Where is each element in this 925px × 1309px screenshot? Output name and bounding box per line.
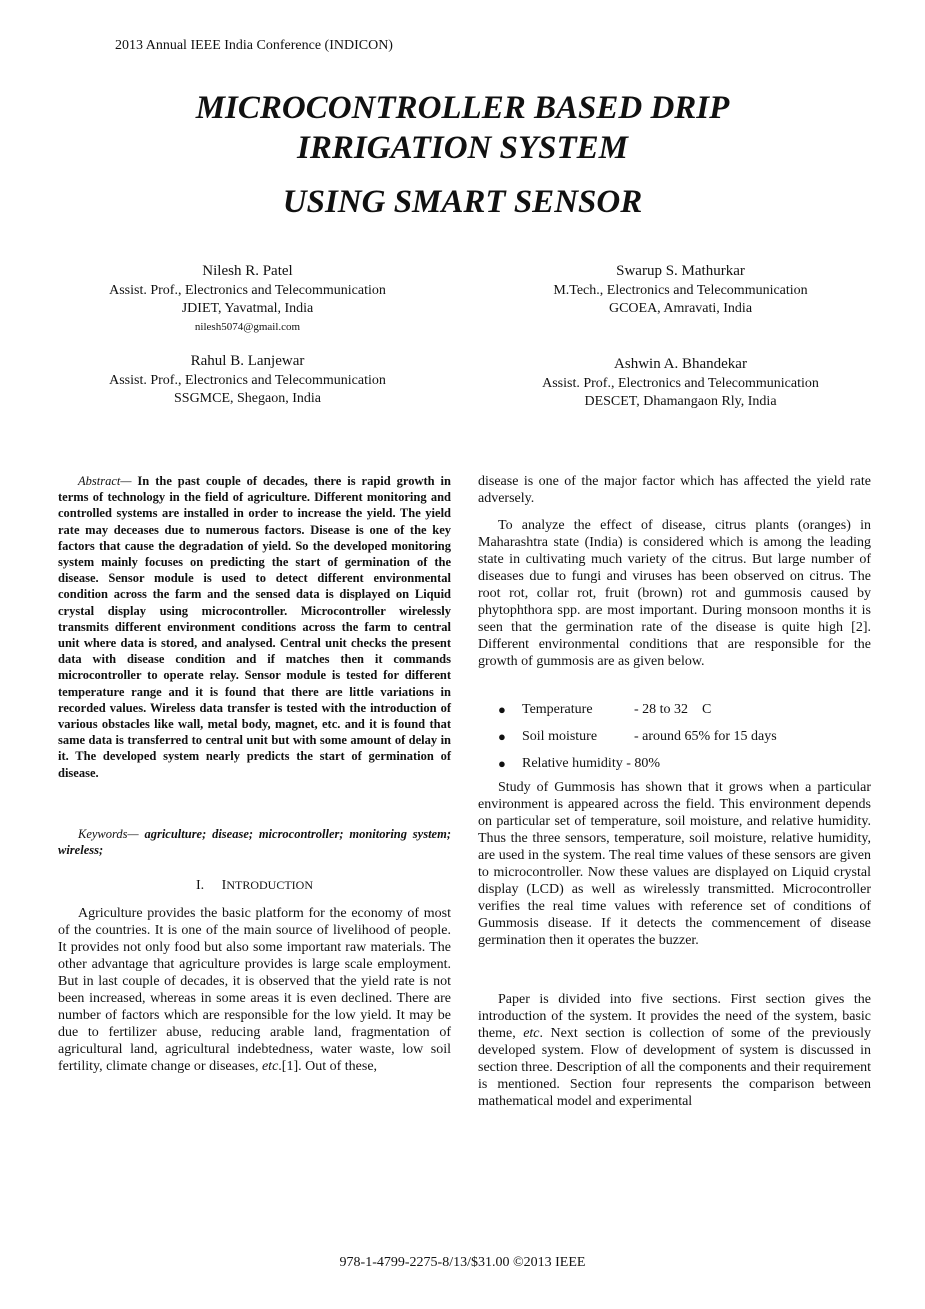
author-institution: DESCET, Dhamangaon Rly, India	[584, 394, 777, 409]
condition-label: Temperature	[522, 701, 593, 717]
author-institution: GCOEA, Amravati, India	[608, 301, 753, 316]
paper-title-line-1: MICROCONTROLLER BASED DRIP	[195, 90, 730, 126]
paper-title-line-3: USING SMART SENSOR	[282, 184, 643, 220]
author-block-2	[508, 262, 853, 318]
section-heading-introduction	[58, 878, 451, 894]
author-institution: SSGMCE, Shegaon, India	[174, 391, 321, 406]
abstract-text: In the past couple of decades, there is rapid growth in terms of technology in the field of agriculture. Different monitoring and controlled systems are installed in order to increase the yield. The yield rate may deceases due to numerous factors. Disease is one of the key factors that cause the degradation of yield. So the developed monitoring system mainly focuses on predicting the start of germination of the disease. Sensor module is used to detect different environmental condition across the farm and the sensed data is displayed on Liquid crystal display using microcontroller. Microcontroller wirelessly transmits different environment conditions across the farm to central unit where data is stored, and analysed. Central unit checks the present data with disease condition and if matches then it commands microcontroller to operate relay. Sensor module is tested for different temperature range and it is found that there are little variations in recorded values. Wireless data transfer is tested with the introduction of various obstacles like wall, metal body, magnet, etc. and it is found that same data is transferred to central unit but with some amount of delay in it. The developed system nearly predicts the start of germination of disease.	[58, 474, 451, 780]
keywords-text: agriculture; disease; microcontroller; monitoring system; wireless;	[58, 827, 451, 857]
p4-text-a: Paper is divided into five sections. First section gives the introduction of the system. It provides the need of the system, basic theme,	[478, 992, 871, 1041]
author-affiliation: Assist. Prof., Electronics and Telecommunication	[542, 376, 819, 391]
paper-title-line-2: IRRIGATION SYSTEM	[296, 130, 628, 166]
condition-value: - 28 to 32 C	[634, 701, 712, 717]
list-item	[498, 696, 871, 723]
abstract-label: Abstract—	[78, 474, 132, 488]
condition-label: Relative humidity - 80%	[522, 755, 661, 771]
bullet-icon: ●	[498, 728, 506, 744]
section-number: I.	[195, 878, 205, 893]
author-affiliation: Assist. Prof., Electronics and Telecommunication	[109, 373, 386, 388]
condition-value: - around 65% for 15 days	[634, 728, 777, 744]
right-paragraph-1: disease is one of the major factor which has affected the yield rate adversely.	[478, 474, 871, 506]
abstract	[58, 473, 451, 781]
intro-etc: etc	[261, 1059, 279, 1074]
author-block-3	[75, 352, 420, 408]
author-affiliation: M.Tech., Electronics and Telecommunication	[553, 283, 808, 298]
author-name: Ashwin A. Bhandekar	[614, 356, 747, 372]
right-paragraph-4	[478, 991, 871, 1110]
p4-etc: etc	[523, 1026, 540, 1041]
condition-label: Soil moisture	[522, 728, 598, 744]
author-affiliation: Assist. Prof., Electronics and Telecommunication	[109, 283, 386, 298]
section-title-initial: I	[221, 878, 227, 893]
copyright-footer: 978-1-4799-2275-8/13/$31.00 ©2013 IEEE	[339, 1255, 586, 1270]
p4-text-b: . Next section is collection of some of the previously developed system. Flow of development of system is discussed in section three. Description of all the components and their requirement is mentioned. Section four represents the comparison between mathematical model and experimental	[478, 1026, 871, 1109]
author-name: Nilesh R. Patel	[202, 263, 293, 279]
list-item	[498, 750, 871, 777]
keywords-label: Keywords—	[78, 827, 139, 841]
author-email[interactable]: nilesh5074@gmail.com	[194, 321, 301, 333]
author-block-1	[75, 262, 420, 336]
intro-paragraph	[58, 905, 451, 1075]
author-institution: JDIET, Yavatmal, India	[181, 301, 314, 316]
conditions-list	[498, 696, 871, 777]
bullet-icon: ●	[498, 755, 506, 771]
right-paragraph-3: Study of Gummosis has shown that it grows when a particular environment is appeared across the field. This environment depends on particular set of temperature, soil moisture, and relative humidity. Thus the three sensors, temperature, soil moisture, relative humidity, are used in the system. The real time values of these sensors are given to microcontroller. Now these values are displayed on Liquid crystal display (LCD) as well as wirelessly transmitted. Microcontroller verifies the real time values with reference set of conditions of Gummosis disease. If it detects the commencement of disease germination then it operates the buzzer.	[478, 780, 871, 948]
section-title-rest: NTRODUCTION	[226, 878, 313, 892]
author-block-4	[508, 355, 853, 411]
intro-tail: .[1]. Out of these,	[278, 1059, 378, 1074]
intro-text: Agriculture provides the basic platform for the economy of most of the countries. It is one of the main source of livelihood of people. It provides not only food but also some important raw materials. The other advantage that agriculture provides is large scale employment. But in last couple of decades, it is observed that the yield rate is not been increased, whereas in some areas it is even declined. There are number of factors which are responsible for the low yield. It may be due to fertilizer abuse, reducing arable land, fragmentation of agricultural land, agricultural indebtedness, water waste, low soil fertility, climate change or diseases,	[58, 906, 451, 1074]
author-name: Rahul B. Lanjewar	[190, 353, 305, 369]
bullet-icon: ●	[498, 701, 506, 717]
right-paragraph-2: To analyze the effect of disease, citrus plants (oranges) in Maharashtra state (India) is considered which is among the leading state in cultivating much variety of the citrus. But large number of diseases due to fungi and viruses has been observed on citrus. The root rot, collar rot, fruit (brown) rot and gummosis caused by phytophthora spp. are most important. During monsoon months it is seen that the germination rate of the disease is quite high [2]. Different environmental conditions that are responsible for the growth of gummosis are as given below.	[478, 518, 871, 669]
conference-header: 2013 Annual IEEE India Conference (INDICON)	[115, 38, 393, 53]
list-item	[498, 723, 871, 750]
keywords	[58, 826, 451, 858]
author-name: Swarup S. Mathurkar	[616, 263, 745, 279]
